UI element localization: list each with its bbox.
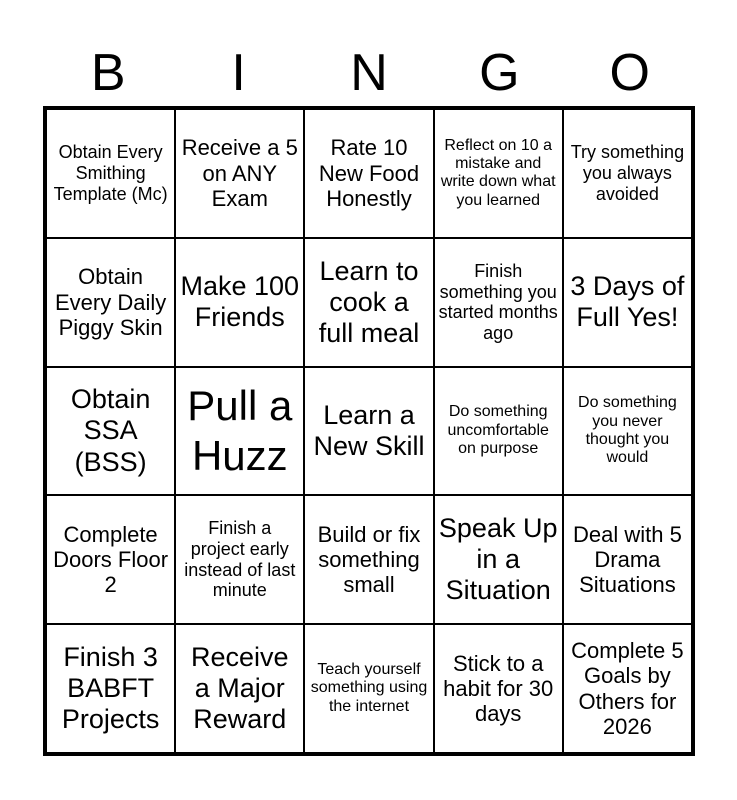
cell-text: Rate 10 New Food Honestly [318, 135, 420, 212]
cell-text: Finish a project early instead of last minute [184, 518, 296, 601]
bingo-cell[interactable] [434, 109, 563, 238]
bingo-cell[interactable] [175, 238, 304, 367]
bingo-cell[interactable] [175, 624, 304, 753]
header-letter-o: O [609, 44, 650, 102]
bingo-cell[interactable] [563, 367, 692, 496]
cell-text: Teach yourself something using the internet [310, 661, 428, 715]
header-letter-i: I [231, 44, 246, 102]
cell-text: Complete 5 Goals by Others for 2026 [571, 638, 684, 739]
bingo-cell[interactable] [46, 238, 175, 367]
cell-text: Pull a Huzz [187, 381, 293, 479]
cell-text: Complete Doors Floor 2 [53, 521, 169, 598]
cell-text: Make 100 Friends [180, 271, 300, 333]
bingo-cell[interactable] [563, 109, 692, 238]
bingo-cell[interactable] [563, 238, 692, 367]
cell-text: Try something you always avoided [570, 142, 685, 204]
bingo-cell[interactable] [175, 495, 304, 624]
cell-text: Speak Up in a Situation [438, 513, 558, 606]
cell-text: Learn a New Skill [313, 399, 425, 461]
bingo-cell[interactable] [563, 495, 692, 624]
bingo-cell[interactable] [304, 238, 433, 367]
cell-text: Learn to cook a full meal [318, 255, 420, 348]
cell-text: Stick to a habit for 30 days [443, 650, 554, 727]
bingo-cell[interactable] [304, 624, 433, 753]
bingo-cell[interactable] [563, 624, 692, 753]
bingo-cell[interactable] [175, 109, 304, 238]
cell-text: Do something uncomfortable on purpose [447, 403, 549, 458]
header-letter-n: N [350, 44, 388, 102]
cell-text: Finish 3 BABFT Projects [61, 642, 160, 735]
bingo-cell[interactable] [304, 495, 433, 624]
bingo-cell[interactable] [434, 367, 563, 496]
cell-text: Obtain Every Daily Piggy Skin [54, 264, 167, 340]
bingo-cell[interactable] [46, 495, 175, 624]
cell-text: Build or fix something small [317, 521, 421, 598]
header-letter-g: G [479, 44, 520, 102]
cell-text: 3 Days of Full Yes! [570, 271, 685, 333]
bingo-cell[interactable] [434, 238, 563, 367]
bingo-cell[interactable] [304, 109, 433, 238]
bingo-cell[interactable] [46, 109, 175, 238]
cell-text: Obtain Every Smithing Template (Mc) [53, 142, 168, 204]
header-letter-b: B [90, 44, 126, 102]
bingo-cell[interactable] [46, 624, 175, 753]
bingo-header [43, 42, 695, 104]
cell-text: Receive a Major Reward [191, 642, 289, 735]
bingo-cell[interactable] [175, 367, 304, 496]
bingo-cell[interactable] [304, 367, 433, 496]
cell-text: Reflect on 10 a mistake and write down what you learned [440, 136, 556, 209]
bingo-cell[interactable] [46, 367, 175, 496]
cell-text: Deal with 5 Drama Situations [572, 521, 682, 598]
cell-text: Obtain SSA (BSS) [70, 384, 151, 477]
cell-text: Do something you never thought you would [578, 394, 677, 467]
bingo-cell[interactable] [434, 624, 563, 753]
bingo-board [43, 106, 695, 756]
cell-text: Receive a 5 on ANY Exam [181, 135, 298, 212]
cell-text: Finish something you started months ago [438, 260, 558, 343]
bingo-cell[interactable] [434, 495, 563, 624]
